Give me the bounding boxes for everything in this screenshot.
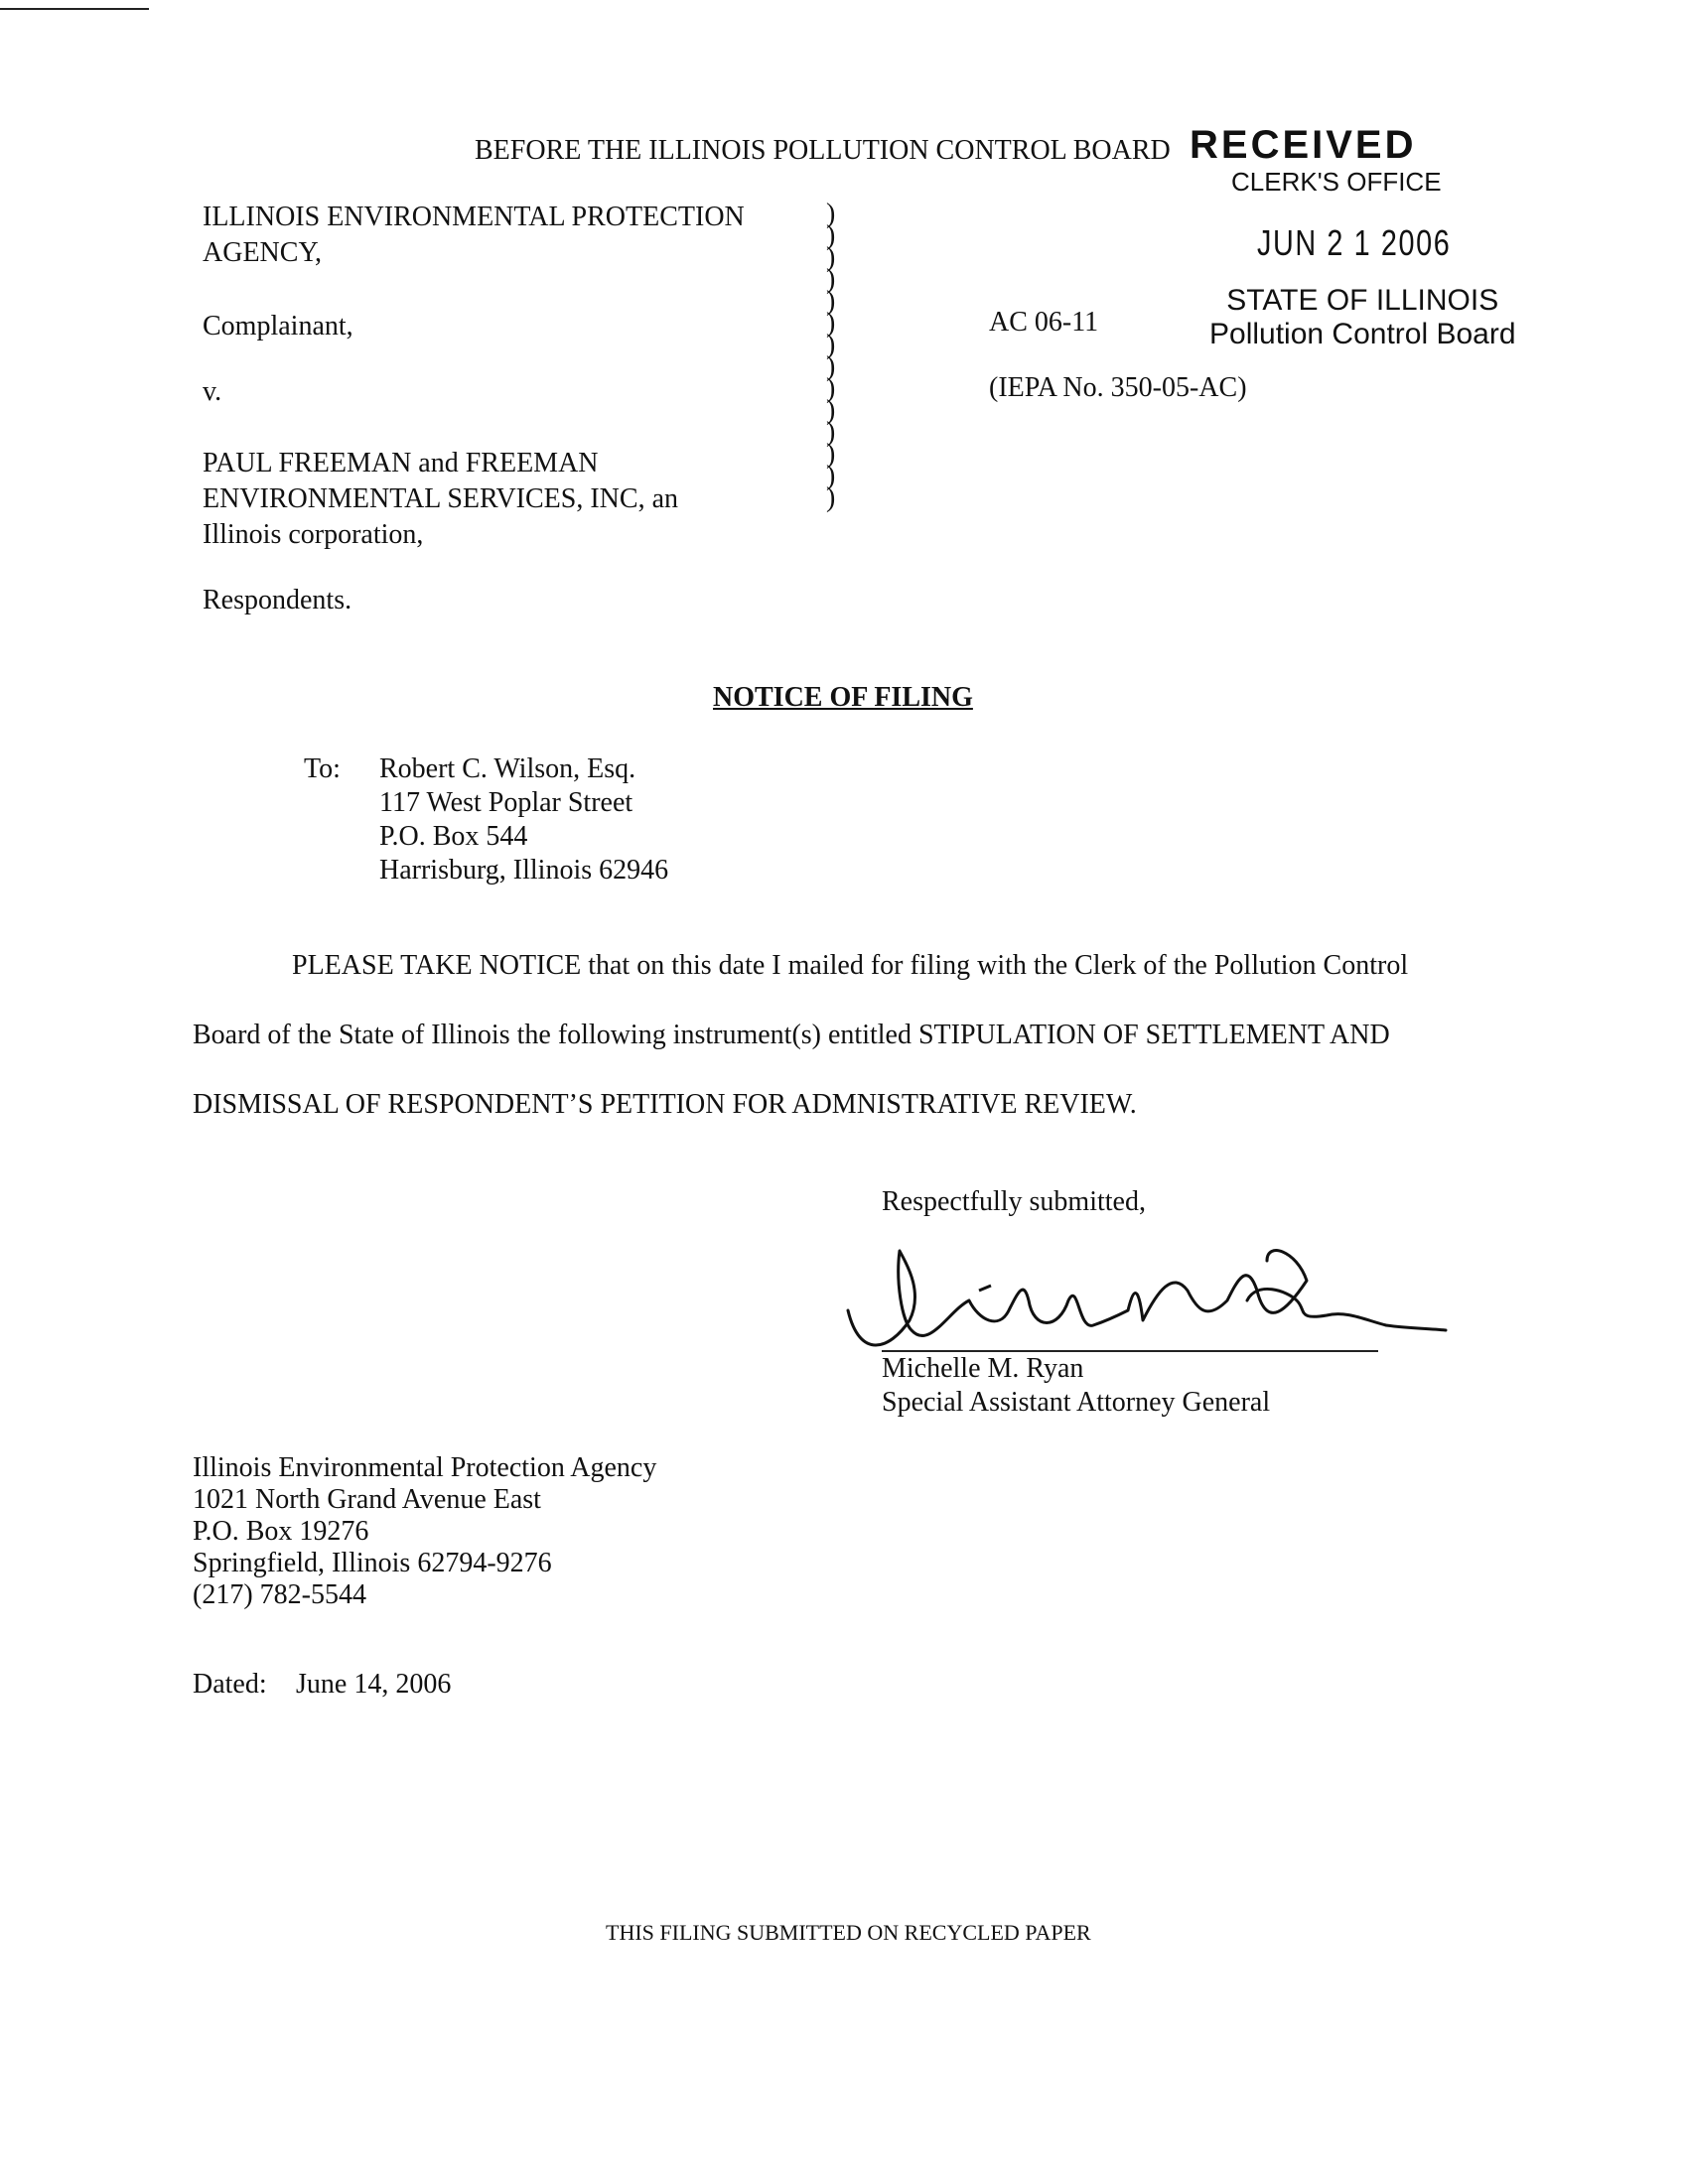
to-label: To: xyxy=(304,753,341,784)
respondent-name-line-3: Illinois corporation, xyxy=(203,519,424,550)
recipient-line-3: P.O. Box 544 xyxy=(379,821,528,852)
top-edge-rule xyxy=(0,8,149,10)
closing: Respectfully submitted, xyxy=(882,1186,1146,1217)
handwritten-signature xyxy=(830,1221,1475,1370)
caption-bracket-column: ) ) ) ) ) ) ) ) ) ) ) ) ) ) xyxy=(826,199,836,513)
case-number: AC 06-11 xyxy=(989,307,1099,338)
body-line-3: DISMISSAL OF RESPONDENT’S PETITION FOR ADMNISTRATIVE REVIEW. xyxy=(193,1089,1137,1120)
recipient-line-2: 117 West Poplar Street xyxy=(379,787,633,818)
body-line-1: PLEASE TAKE NOTICE that on this date I mailed for filing with the Clerk of the Pollution Control xyxy=(292,950,1409,981)
sender-line-5: (217) 782-5544 xyxy=(193,1579,366,1610)
clerk-office-stamp: CLERK'S OFFICE xyxy=(1231,167,1442,197)
stamp-date: JUN 2 1 2006 xyxy=(1257,222,1452,263)
received-stamp: RECEIVED xyxy=(1190,123,1417,167)
stamp-state: STATE OF ILLINOIS xyxy=(1226,284,1499,317)
dated-label: Dated: xyxy=(193,1669,267,1700)
complainant-name-line-2: AGENCY, xyxy=(203,237,323,268)
versus: v. xyxy=(203,376,222,407)
sender-line-2: 1021 North Grand Avenue East xyxy=(193,1484,541,1515)
signer-title: Special Assistant Attorney General xyxy=(882,1387,1271,1418)
stamp-board: Pollution Control Board xyxy=(1209,318,1516,350)
respondent-name-line-2: ENVIRONMENTAL SERVICES, INC, an xyxy=(203,483,679,514)
sender-line-4: Springfield, Illinois 62794-9276 xyxy=(193,1548,552,1578)
recipient-line-4: Harrisburg, Illinois 62946 xyxy=(379,855,669,886)
signer-name: Michelle M. Ryan xyxy=(882,1353,1084,1384)
recipient-line-1: Robert C. Wilson, Esq. xyxy=(379,753,636,784)
notice-title: NOTICE OF FILING xyxy=(713,682,973,713)
complainant-role: Complainant, xyxy=(203,311,353,341)
footer-note: THIS FILING SUBMITTED ON RECYCLED PAPER xyxy=(606,1920,1091,1945)
respondent-name-line-1: PAUL FREEMAN and FREEMAN xyxy=(203,448,599,478)
dated-value: June 14, 2006 xyxy=(296,1669,452,1700)
sender-line-1: Illinois Environmental Protection Agency xyxy=(193,1452,657,1483)
stamp-state-block xyxy=(1209,284,1516,351)
respondent-role: Respondents. xyxy=(203,585,352,615)
iepa-number: (IEPA No. 350-05-AC) xyxy=(989,372,1247,403)
court-heading: BEFORE THE ILLINOIS POLLUTION CONTROL BOARD xyxy=(475,135,1171,166)
sender-line-3: P.O. Box 19276 xyxy=(193,1516,369,1547)
complainant-name-line-1: ILLINOIS ENVIRONMENTAL PROTECTION xyxy=(203,202,745,232)
body-line-2: Board of the State of Illinois the following instrument(s) entitled STIPULATION OF SETTLEMENT AND xyxy=(193,1020,1390,1050)
